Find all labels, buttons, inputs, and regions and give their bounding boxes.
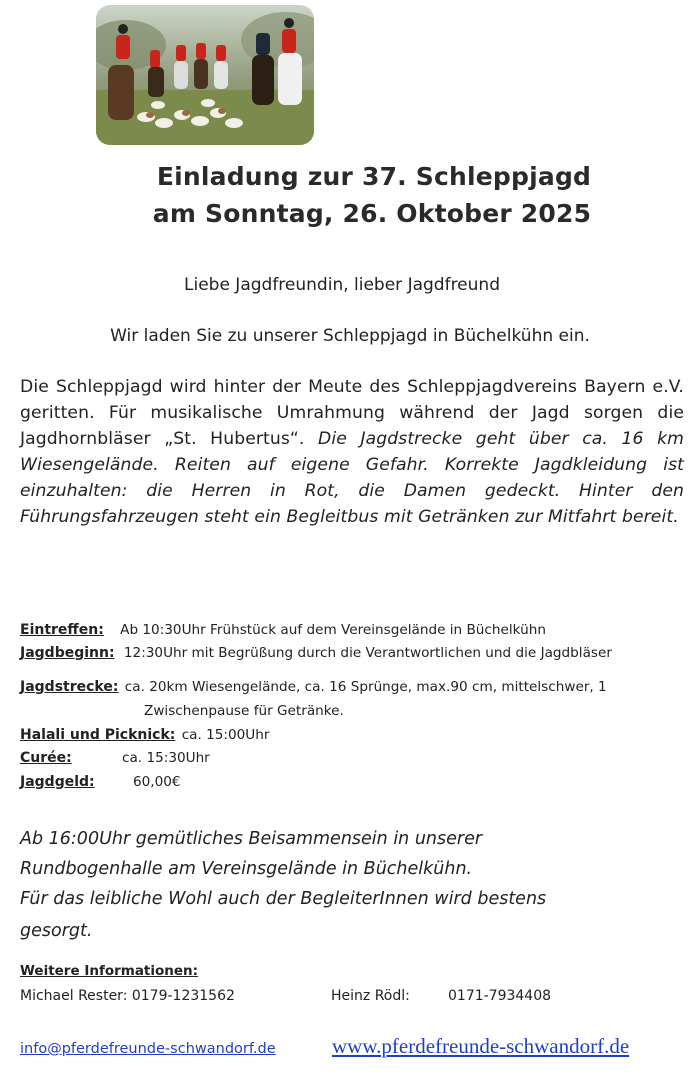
- detail-halali: [20, 727, 269, 743]
- detail-jagdstrecke: [20, 679, 607, 695]
- detail-label: Curée:: [20, 750, 72, 766]
- description-italic-text: Die Jagdstrecke geht über ca. 16 km Wiesengelände. Reiten auf eigene Gefahr. Korrekte Jagdkleidung ist einzuhalten: die Herren in Rot, die Damen gedeckt. Hinter den Führungsfahrzeugen steht ein Begleitbus mit Getränken zur Mitfahrt bereit.: [20, 429, 684, 527]
- detail-value: Ab 10:30Uhr Frühstück auf dem Vereinsgelände in Büchelkühn: [120, 622, 546, 638]
- more-info-heading: Weitere Informationen:: [20, 963, 199, 979]
- detail-label: Eintreffen:: [20, 622, 104, 638]
- closing-line: Für das leibliche Wohl auch der BegleiterInnen wird bestens: [20, 889, 547, 909]
- detail-jagdbeginn: [20, 645, 612, 661]
- description-paragraph: [20, 374, 684, 530]
- detail-label: Halali und Picknick:: [20, 727, 176, 743]
- detail-label: Jagdgeld:: [20, 774, 95, 790]
- title-line-2: am Sonntag, 26. Oktober 2025: [152, 199, 592, 228]
- closing-line: Ab 16:00Uhr gemütliches Beisammensein in unserer: [20, 829, 483, 849]
- detail-value: 12:30Uhr mit Begrüßung durch die Verantwortlichen und die Jagdbläser: [123, 645, 612, 661]
- detail-curee: [20, 750, 210, 766]
- closing-text: [20, 824, 680, 946]
- detail-value: ca. 20km Wiesengelände, ca. 16 Sprünge, max.90 cm, mittelschwer, 1: [124, 679, 607, 695]
- website-link[interactable]: www.pferdefreunde-schwandorf.de: [332, 1034, 630, 1058]
- detail-label: Jagdbeginn:: [20, 645, 115, 661]
- detail-label: Jagdstrecke:: [20, 679, 119, 695]
- description-text: Die Schleppjagd wird hinter der Meute des Schleppjagdvereins Bayern e.V. geritten. Für musikalische Umrahmung während der Jagd sorgen die Jagdhornbläser „St. Hubertus“.: [20, 377, 684, 449]
- invitation: Wir laden Sie zu unserer Schleppjagd in Büchelkühn ein.: [110, 326, 590, 346]
- detail-jagdgeld: [20, 774, 181, 790]
- detail-value: 60,00€: [133, 774, 181, 790]
- email-link[interactable]: info@pferdefreunde-schwandorf.de: [20, 1041, 276, 1057]
- detail-value: ca. 15:30Uhr: [122, 750, 210, 766]
- title-line-1: Einladung zur 37. Schleppjagd: [156, 162, 592, 191]
- closing-line: Rundbogenhalle am Vereinsgelände in Büchelkühn.: [20, 859, 473, 879]
- hunt-photo: [96, 5, 314, 145]
- contact-person-1: Michael Rester: 0179-1231562: [20, 988, 235, 1004]
- closing-line: gesorgt.: [20, 921, 93, 941]
- detail-eintreffen: [20, 622, 546, 638]
- detail-jagdstrecke-continued: Zwischenpause für Getränke.: [144, 703, 344, 719]
- contact-person-2-name: Heinz Rödl:: [331, 988, 410, 1004]
- contact-person-2-phone: 0171-7934408: [448, 988, 552, 1004]
- detail-value: ca. 15:00Uhr: [181, 727, 270, 743]
- greeting: Liebe Jagdfreundin, lieber Jagdfreund: [184, 275, 500, 295]
